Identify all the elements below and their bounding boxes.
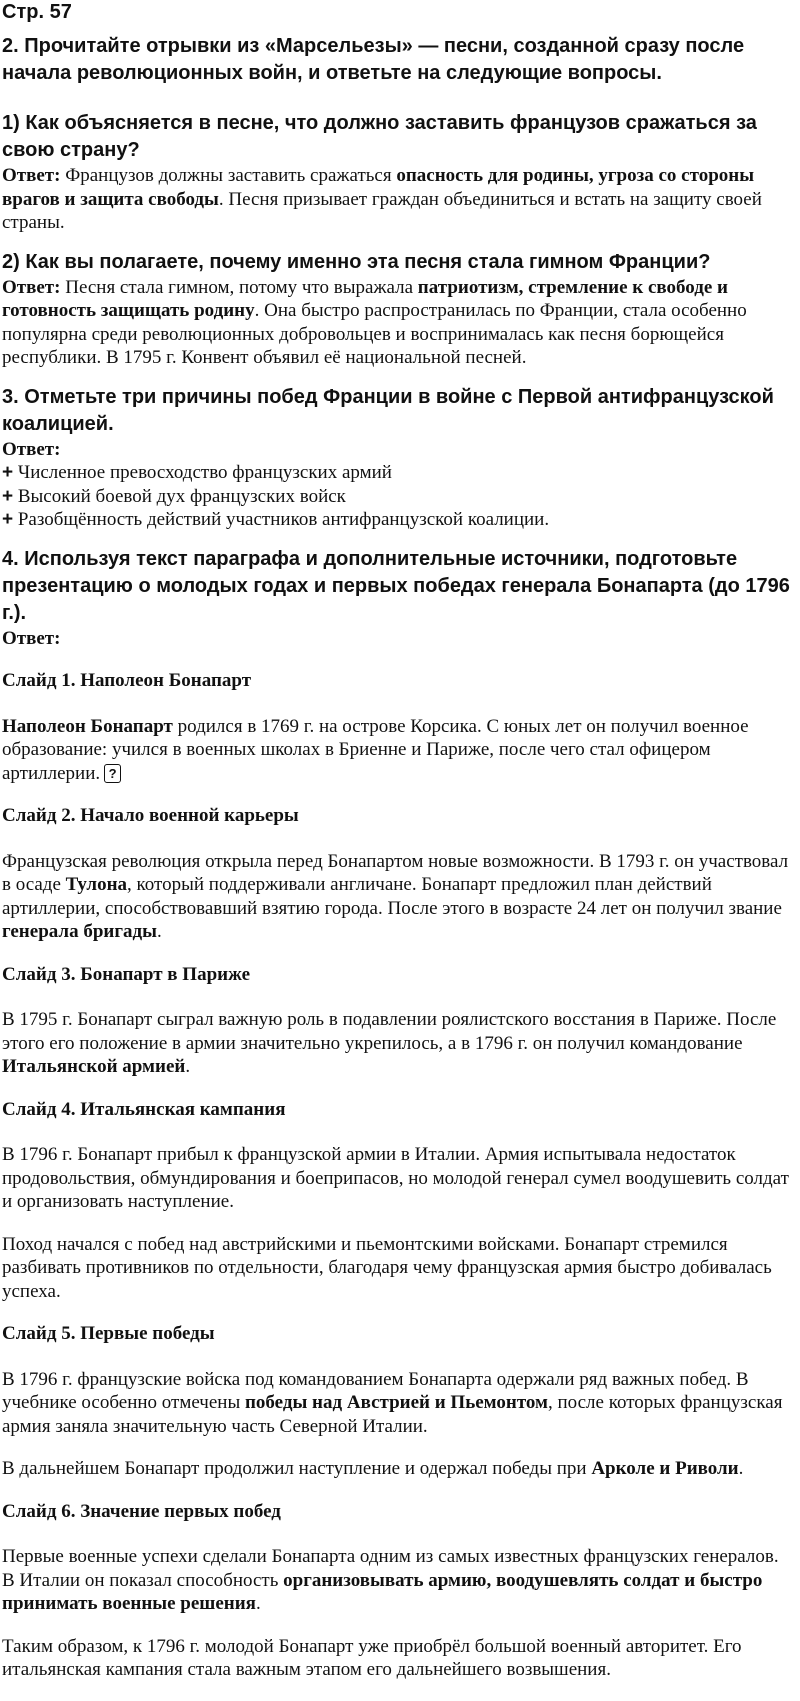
page-number: Стр. 57 xyxy=(2,1,72,23)
slide-5-title: Слайд 5. Первые победы xyxy=(2,1323,215,1344)
plus-icon: + xyxy=(2,485,14,507)
slide-3-title: Слайд 3. Бонапарт в Париже xyxy=(2,963,251,985)
slide-4-title: Слайд 4. Итальянская кампания xyxy=(2,1098,286,1120)
answer-label: Ответ: xyxy=(2,165,61,186)
slide-1-text: Наполеон Бонапарт родился в 1769 г. на острове Корсика. С юных лет он получил военное образование: учился в военных школах в Бриенне и Париже, после чего стал офицером артиллерии. ? xyxy=(2,715,749,784)
slide-3-text: В 1795 г. Бонапарт сыграл важную роль в подавлении роялистского восстания в Париже. После этого его положение в армии значительно укрепилось, а в 1796 г. он получил командование Итальянской армией. xyxy=(2,1009,777,1077)
slide-5-text-2: В дальнейшем Бонапарт продолжил наступление и одержал победы при Арколе и Риволи. xyxy=(2,1458,744,1479)
plus-icon: + xyxy=(2,462,14,483)
slide-4-text-1: В 1796 г. Бонапарт прибыл к французской армии в Италии. Армия испытывала недостаток продовольствия, обмундирования и боеприпасов, но молодой генерал сумел воодушевить солдат и организовать наступление. xyxy=(2,1144,789,1212)
slide-2-text: Французская революция открыла перед Бонапартом новые возможности. В 1793 г. он участвовал в осаде Тулона, который поддерживали англичане. Бонапарт предложил план действий артиллерии, способствовавший взятию города. После этого в возрасте 24 лет он получил звание генерала бригады. xyxy=(2,850,789,942)
slide-5-text-1: В 1796 г. французские войска под командованием Бонапарта одержали ряд важных побед. В учебнике особенно отмечены победы над Австрией и Пьемонтом, после которых французская армия заняла значительную часть Северной Италии. xyxy=(2,1368,783,1437)
answer-label: Ответ: xyxy=(2,276,61,298)
task2-q2-question: 2) Как вы полагаете, почему именно эта песня стала гимном Франции? xyxy=(2,250,711,273)
task2-q1-answer: Ответ: Французов должны заставить сражаться опасность для родины, угроза со стороны врагов и защита свободы. Песня призывает граждан объединиться и встать на защиту своей страны. xyxy=(2,165,762,233)
list-item: + Высокий боевой дух французских войск xyxy=(2,485,346,507)
task3-answer-label: Ответ: xyxy=(2,438,61,460)
document-page xyxy=(2,0,792,1682)
task4-heading: 4. Используя текст параграфа и дополнительные источники, подготовьте презентацию о молодых годах и первых победах генерала Бонапарта (до 1796 г.). xyxy=(2,547,790,624)
task2-q1-question: 1) Как объясняется в песне, что должно заставить французов сражаться за свою страну? xyxy=(2,112,757,161)
slide-6-text-2: Таким образом, к 1796 г. молодой Бонапарт уже приобрёл большой военный авторитет. Его итальянская кампания стала важным этапом его дальнейшего возвышения. xyxy=(2,1635,742,1680)
slide-1-title: Слайд 1. Наполеон Бонапарт xyxy=(2,670,252,691)
slide-4-text-2: Поход начался с побед над австрийскими и пьемонтскими войсками. Бонапарт стремился разбивать противников по отдельности, благодаря чему французская армия быстро добивалась успеха. xyxy=(2,1233,772,1302)
plus-icon: + xyxy=(2,509,14,530)
help-icon[interactable]: ? xyxy=(104,764,121,783)
list-item: + Разобщённость действий участников антифранцузской коалиции. xyxy=(2,509,550,530)
task2-q2-answer: Ответ: Песня стала гимном, потому что выражала патриотизм, стремление к свободе и готовность защищать родину. Она быстро распространилась по Франции, стала особенно популярна среди революционных добровольцев и воспринималась как песня борющейся республики. В 1795 г. Конвент объявил её национальной песней. xyxy=(2,276,747,368)
list-item: + Численное превосходство французских армий xyxy=(2,462,392,483)
slide-6-text-1: Первые военные успехи сделали Бонапарта одним из самых известных французских генералов. В Италии он показал способность организовывать армию, воодушевлять солдат и быстро принимать военные решения. xyxy=(2,1546,779,1614)
task4-answer-label: Ответ: xyxy=(2,627,61,649)
task2-heading: 2. Прочитайте отрывки из «Марсельезы» — песни, созданной сразу после начала революционных войн, и ответьте на следующие вопросы. xyxy=(2,35,745,84)
slide-2-title: Слайд 2. Начало военной карьеры xyxy=(2,805,299,826)
slide-6-title: Слайд 6. Значение первых побед xyxy=(2,1500,281,1522)
task3-heading: 3. Отметьте три причины побед Франции в войне с Первой антифранцузской коалицией. xyxy=(2,385,774,435)
